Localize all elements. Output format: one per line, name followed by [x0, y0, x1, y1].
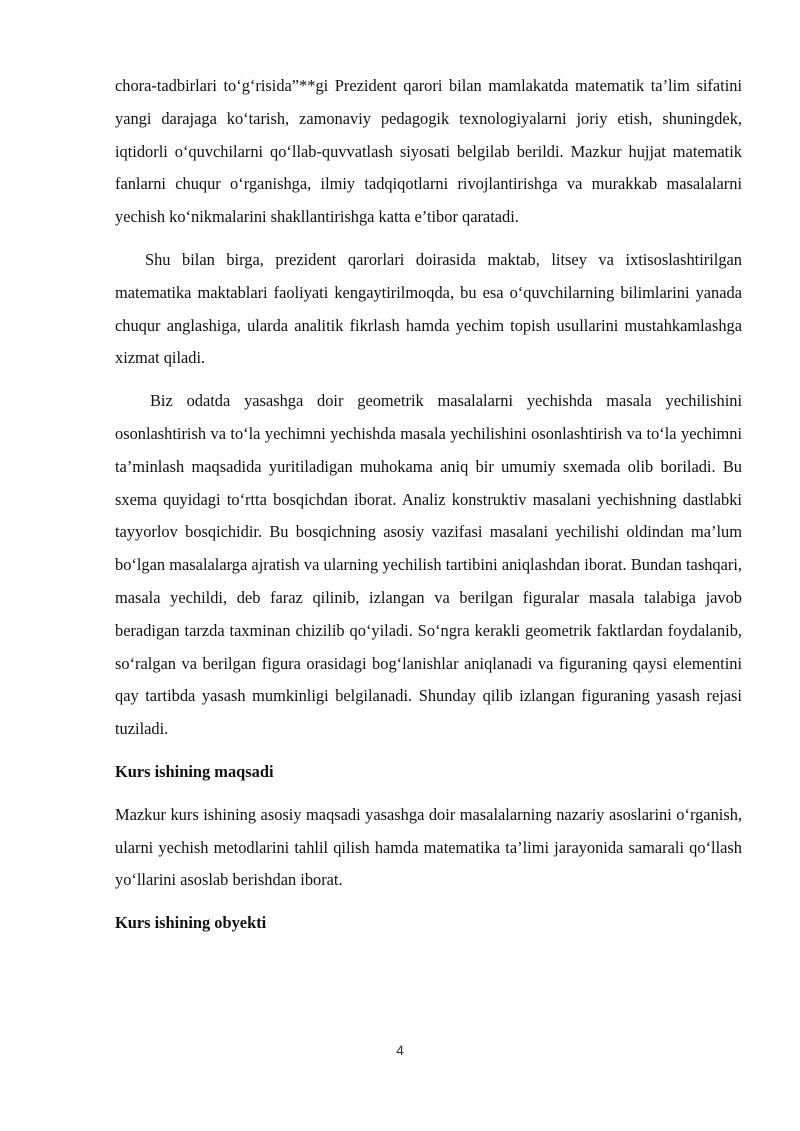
paragraph-1: chora-tadbirlari to‘g‘risida”**gi Prezident qarori bilan mamlakatda matematik ta’lim sifatini yangi darajaga ko‘tarish, zamonaviy pedagogik texnologiyalarni joriy etish, shuningdek, iqtidorli o‘quvchilarni qo‘llab-quvvatlash siyosati belgilab berildi. Mazkur hujjat matematik fanlarni chuqur o‘rganishga, ilmiy tadqiqotlarni rivojlantirishga va murakkab masalalarni yechish ko‘nikmalarini shakllantirishga katta e’tibor qaratadi.	[115, 76, 742, 227]
paragraph-2: Shu bilan birga, prezident qarorlari doirasida maktab, litsey va ixtisoslashtirilgan matematika maktablari faoliyati kengaytirilmoqda, bu esa o‘quvchilarning bilimlarini yanada chuqur anglashiga, ularda analitik fikrlash hamda yechim topish usullarini mustahkamlashga xizmat qiladi.	[115, 249, 742, 368]
heading-goal: Kurs ishining maqsadi	[115, 761, 274, 781]
heading-object: Kurs ishining obyekti	[115, 913, 267, 933]
goal-paragraph: Mazkur kurs ishining asosiy maqsadi yasashga doir masalalarning nazariy asoslarini o‘rganish, ularni yechish metodlarini tahlil qilish hamda matematika ta’limi jarayonida samarali qo‘llash yo‘llarini asoslab berishdan iborat.	[115, 804, 742, 890]
paragraph-3: Biz odatda yasashga doir geometrik masalalarni yechishda masala yechilishini osonlashtirish va to‘la yechimni yechishda masala yechilishini osonlashtirish va to‘la yechimni ta’minlash maqsadida yuritiladigan muhokama aniq bir umumiy sxemada olib boriladi. Bu sxema quyidagi to‘rtta bosqichdan iborat. Analiz konstruktiv masalani yechishning dastlabki tayyorlov bosqichidir. Bu bosqichning asosiy vazifasi masalani yechilishi oldindan ma’lum bo‘lgan masalalarga ajratish va ularning yechilish tartibini aniqlashdan iborat. Bundan tashqari, masala yechildi, deb faraz qilinib, izlangan va berilgan figuralar masala talabiga javob beradigan tarzda taxminan chizilib qo‘yiladi. So‘ngra kerakli geometrik faktlardan foydalanib, so‘ralgan va berilgan figura orasidagi bog‘lanishlar aniqlanadi va figuraning qaysi elementini qay tartibda yasash mumkinligi belgilanadi. Shunday qilib izlangan figuraning yasash rejasi tuziladi.	[115, 391, 742, 739]
page-number: 4	[396, 1042, 404, 1058]
page-content	[115, 70, 742, 940]
